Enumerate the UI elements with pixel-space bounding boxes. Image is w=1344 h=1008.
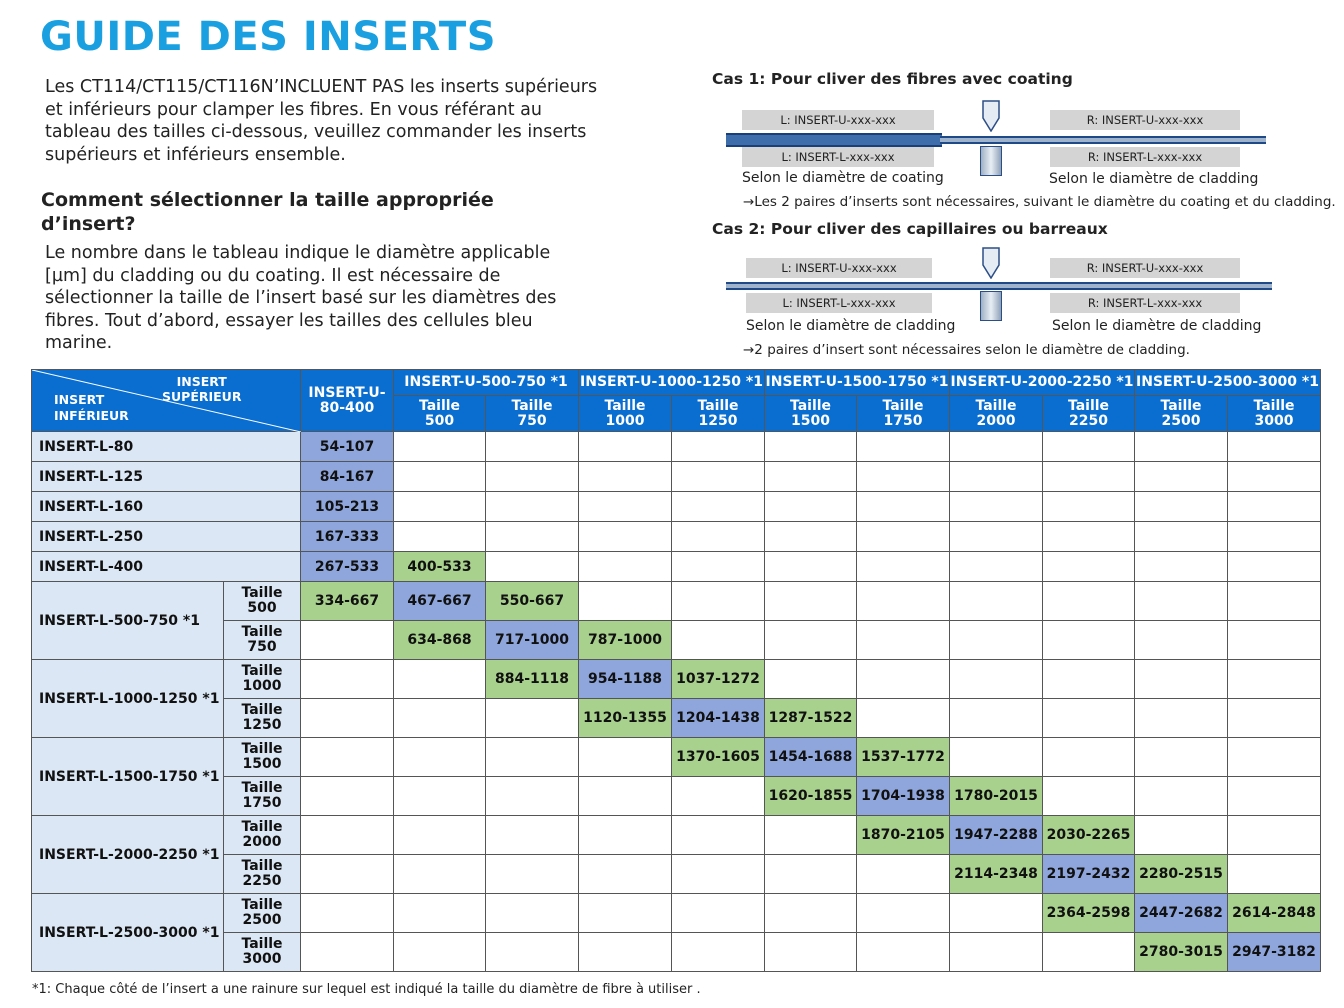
table-cell xyxy=(486,699,579,738)
table-cell xyxy=(394,777,486,816)
table-cell xyxy=(1043,699,1135,738)
case1-left-lower-insert: L: INSERT-L-xxx-xxx xyxy=(742,147,934,167)
table-cell: 1370-1605 xyxy=(672,738,765,777)
description-paragraph: Le nombre dans le tableau indique le diamètre applicable [µm] du cladding ou du coating. Il est nécessaire de sélectionner la taille de l’insert basé sur les diamètres des fibres. Tout d’abord, essayer les tailles des cellules bleu marine. xyxy=(45,243,557,353)
table-cell xyxy=(950,552,1043,582)
table-cell xyxy=(857,621,950,660)
row-label: INSERT-L-250 xyxy=(32,522,301,552)
table-cell xyxy=(394,660,486,699)
table-row xyxy=(32,738,1321,777)
table-cell: 550-667 xyxy=(486,582,579,621)
row-label: INSERT-L-125 xyxy=(32,462,301,492)
table-cell xyxy=(1135,621,1228,660)
table-cell xyxy=(1043,432,1135,462)
table-row xyxy=(32,462,1321,492)
case2-title: Cas 2: Pour cliver des capillaires ou barreaux xyxy=(712,220,1108,238)
table-cell xyxy=(950,492,1043,522)
table-cell xyxy=(1228,432,1321,462)
table-cell xyxy=(1228,699,1321,738)
table-cell xyxy=(672,816,765,855)
row-size-label: Taille 1500 xyxy=(224,738,301,777)
table-cell xyxy=(765,522,857,552)
table-cell xyxy=(394,492,486,522)
case2-left-caption: Selon le diamètre de cladding xyxy=(746,318,956,334)
table-cell xyxy=(950,522,1043,552)
row-size-label: Taille 1750 xyxy=(224,777,301,816)
row-label: INSERT-L-2000-2250 *1 xyxy=(32,816,224,894)
table-cell xyxy=(394,894,486,933)
table-cell xyxy=(1135,462,1228,492)
table-cell xyxy=(857,855,950,894)
case2-right-lower-insert: R: INSERT-L-xxx-xxx xyxy=(1050,293,1240,313)
table-cell xyxy=(672,582,765,621)
table-cell xyxy=(857,660,950,699)
table-cell xyxy=(765,816,857,855)
table-cell xyxy=(579,855,672,894)
header-size: Taille 2000 xyxy=(950,396,1043,432)
table-cell: 2947-3182 xyxy=(1228,933,1321,972)
table-cell: 954-1188 xyxy=(579,660,672,699)
table-cell xyxy=(672,492,765,522)
header-size: Taille 2250 xyxy=(1043,396,1135,432)
table-row xyxy=(32,660,1321,699)
header-size: Taille 3000 xyxy=(1228,396,1321,432)
table-row xyxy=(32,699,1321,738)
case2-capillary-rod xyxy=(726,282,1272,290)
table-cell xyxy=(486,894,579,933)
table-corner-cell xyxy=(32,370,301,432)
table-cell: 2197-2432 xyxy=(1043,855,1135,894)
header-group: INSERT-U-1000-1250 *1 xyxy=(579,370,765,396)
table-cell: 787-1000 xyxy=(579,621,672,660)
table-cell xyxy=(579,432,672,462)
table-cell: 1454-1688 xyxy=(765,738,857,777)
table-cell xyxy=(950,660,1043,699)
table-row xyxy=(32,777,1321,816)
table-cell: 2614-2848 xyxy=(1228,894,1321,933)
header-size: Taille 750 xyxy=(486,396,579,432)
table-cell: 1287-1522 xyxy=(765,699,857,738)
table-cell: 400-533 xyxy=(394,552,486,582)
table-cell xyxy=(301,855,394,894)
table-cell xyxy=(1135,522,1228,552)
table-cell xyxy=(950,738,1043,777)
case1-left-caption: Selon le diamètre de coating xyxy=(742,170,944,186)
table-row xyxy=(32,432,1321,462)
header-group: INSERT-U-2000-2250 *1 xyxy=(950,370,1135,396)
header-size: Taille 1000 xyxy=(579,396,672,432)
table-row xyxy=(32,855,1321,894)
table-cell xyxy=(394,522,486,552)
table-cell xyxy=(1135,738,1228,777)
table-cell xyxy=(950,894,1043,933)
table-cell xyxy=(1228,492,1321,522)
table-cell xyxy=(765,492,857,522)
case2-blade-icon xyxy=(982,247,1000,279)
row-size-label: Taille 2500 xyxy=(224,894,301,933)
header-size: Taille 500 xyxy=(394,396,486,432)
case1-note: →Les 2 paires d’inserts sont nécessaires, suivant le diamètre du coating et du cladding. xyxy=(743,194,1336,210)
table-cell xyxy=(301,894,394,933)
table-cell xyxy=(1228,738,1321,777)
table-cell xyxy=(1043,462,1135,492)
table-cell: 1704-1938 xyxy=(857,777,950,816)
table-cell xyxy=(950,933,1043,972)
table-cell xyxy=(1043,933,1135,972)
table-cell xyxy=(1228,552,1321,582)
table-cell xyxy=(1228,522,1321,552)
table-row xyxy=(32,492,1321,522)
table-cell xyxy=(486,933,579,972)
row-label: INSERT-L-2500-3000 *1 xyxy=(32,894,224,972)
table-cell xyxy=(1228,462,1321,492)
table-cell xyxy=(486,522,579,552)
table-cell xyxy=(1043,582,1135,621)
row-label: INSERT-L-500-750 *1 xyxy=(32,582,224,660)
table-cell xyxy=(950,582,1043,621)
case2-anvil-icon xyxy=(980,291,1002,321)
table-cell xyxy=(1228,855,1321,894)
table-cell xyxy=(301,777,394,816)
table-cell xyxy=(1043,621,1135,660)
table-cell: 2030-2265 xyxy=(1043,816,1135,855)
table-cell: 167-333 xyxy=(301,522,394,552)
intro-paragraph: Les CT114/CT115/CT116N’INCLUENT PAS les inserts supérieurs et inférieurs pour clamper les fibres. En vous référant au tableau des tailles ci-dessous, veuillez commander les inserts supérieurs et inférieurs ensemble. xyxy=(45,77,598,165)
table-row xyxy=(32,933,1321,972)
table-cell: 884-1118 xyxy=(486,660,579,699)
case1-right-lower-insert: R: INSERT-L-xxx-xxx xyxy=(1050,147,1240,167)
table-cell xyxy=(950,462,1043,492)
case1-right-upper-insert: R: INSERT-U-xxx-xxx xyxy=(1050,110,1240,130)
table-cell xyxy=(765,933,857,972)
table-cell xyxy=(394,816,486,855)
table-cell xyxy=(579,738,672,777)
table-cell xyxy=(672,462,765,492)
case1-anvil-icon xyxy=(980,146,1002,176)
header-insert-u-80-400: INSERT-U- 80-400 xyxy=(301,370,394,432)
table-cell xyxy=(1043,660,1135,699)
table-cell xyxy=(1228,660,1321,699)
table-cell: 467-667 xyxy=(394,582,486,621)
table-cell xyxy=(950,432,1043,462)
table-cell xyxy=(486,777,579,816)
header-size: Taille 1750 xyxy=(857,396,950,432)
page-title: GUIDE DES INSERTS xyxy=(40,14,496,60)
table-cell xyxy=(394,855,486,894)
table-cell xyxy=(672,522,765,552)
header-size: Taille 1500 xyxy=(765,396,857,432)
header-size: Taille 1250 xyxy=(672,396,765,432)
table-cell xyxy=(486,738,579,777)
table-cell xyxy=(301,738,394,777)
table-cell xyxy=(1228,621,1321,660)
table-cell xyxy=(301,621,394,660)
table-cell xyxy=(579,894,672,933)
footnote: *1: Chaque côté de l’insert a une rainure sur lequel est indiqué la taille du diamètre de fibre à utiliser . xyxy=(32,982,701,997)
table-cell xyxy=(1043,738,1135,777)
row-label: INSERT-L-80 xyxy=(32,432,301,462)
table-cell: 1780-2015 xyxy=(950,777,1043,816)
table-cell xyxy=(579,522,672,552)
table-cell xyxy=(1043,492,1135,522)
table-cell xyxy=(1135,777,1228,816)
table-cell xyxy=(765,432,857,462)
table-cell xyxy=(301,933,394,972)
table-row xyxy=(32,621,1321,660)
case2-right-caption: Selon le diamètre de cladding xyxy=(1052,318,1262,334)
table-cell: 334-667 xyxy=(301,582,394,621)
table-cell xyxy=(394,432,486,462)
table-cell xyxy=(950,621,1043,660)
table-cell xyxy=(579,552,672,582)
table-cell xyxy=(765,621,857,660)
table-cell xyxy=(857,894,950,933)
table-cell xyxy=(394,699,486,738)
row-size-label: Taille 1000 xyxy=(224,660,301,699)
table-row xyxy=(32,816,1321,855)
table-cell xyxy=(301,660,394,699)
table-cell: 1620-1855 xyxy=(765,777,857,816)
table-cell: 2280-2515 xyxy=(1135,855,1228,894)
table-cell xyxy=(1135,582,1228,621)
table-cell xyxy=(579,777,672,816)
table-cell xyxy=(1135,816,1228,855)
case1-bare-fiber xyxy=(940,136,1266,144)
table-cell xyxy=(765,582,857,621)
header-group: INSERT-U-2500-3000 *1 xyxy=(1135,370,1321,396)
table-cell: 2114-2348 xyxy=(950,855,1043,894)
row-size-label: Taille 1250 xyxy=(224,699,301,738)
case2-right-upper-insert: R: INSERT-U-xxx-xxx xyxy=(1050,258,1240,278)
table-cell: 634-868 xyxy=(394,621,486,660)
table-cell xyxy=(1135,432,1228,462)
table-cell xyxy=(1135,492,1228,522)
table-cell: 717-1000 xyxy=(486,621,579,660)
case1-coated-fiber xyxy=(726,133,942,147)
case1-right-caption: Selon le diamètre de cladding xyxy=(1049,171,1259,187)
table-cell xyxy=(950,699,1043,738)
table-cell xyxy=(672,855,765,894)
table-cell: 84-167 xyxy=(301,462,394,492)
table-cell: 267-533 xyxy=(301,552,394,582)
table-cell xyxy=(857,462,950,492)
table-cell xyxy=(579,492,672,522)
case2-left-lower-insert: L: INSERT-L-xxx-xxx xyxy=(746,293,932,313)
row-size-label: Taille 2250 xyxy=(224,855,301,894)
table-cell xyxy=(1228,816,1321,855)
row-label: INSERT-L-400 xyxy=(32,552,301,582)
table-cell xyxy=(1043,552,1135,582)
insert-compatibility-table xyxy=(31,369,1321,972)
table-cell xyxy=(857,933,950,972)
table-cell xyxy=(857,699,950,738)
table-cell: 105-213 xyxy=(301,492,394,522)
table-cell xyxy=(1228,582,1321,621)
table-cell xyxy=(765,894,857,933)
table-row xyxy=(32,894,1321,933)
table-row xyxy=(32,522,1321,552)
table-cell xyxy=(857,582,950,621)
table-cell: 2780-3015 xyxy=(1135,933,1228,972)
row-label: INSERT-L-160 xyxy=(32,492,301,522)
table-cell: 1204-1438 xyxy=(672,699,765,738)
table-cell xyxy=(672,933,765,972)
table-cell xyxy=(765,552,857,582)
table-cell: 2447-2682 xyxy=(1135,894,1228,933)
section-heading: Comment sélectionner la taille appropriée d’insert? xyxy=(41,189,494,235)
corner-lower-label: INSERT INFÉRIEUR xyxy=(54,392,129,423)
row-size-label: Taille 3000 xyxy=(224,933,301,972)
table-cell xyxy=(394,933,486,972)
table-cell xyxy=(765,855,857,894)
table-cell xyxy=(1135,660,1228,699)
header-group: INSERT-U-1500-1750 *1 xyxy=(765,370,950,396)
table-cell xyxy=(857,552,950,582)
table-cell xyxy=(486,492,579,522)
header-size: Taille 2500 xyxy=(1135,396,1228,432)
table-cell xyxy=(672,552,765,582)
table-cell xyxy=(579,933,672,972)
table-cell xyxy=(1043,777,1135,816)
table-cell xyxy=(672,621,765,660)
table-cell xyxy=(1228,777,1321,816)
case2-note: →2 paires d’insert sont nécessaires selon le diamètre de cladding. xyxy=(743,342,1190,358)
table-cell xyxy=(765,462,857,492)
case1-blade-icon xyxy=(982,100,1000,132)
table-cell xyxy=(579,582,672,621)
table-cell xyxy=(301,816,394,855)
case1-title: Cas 1: Pour cliver des fibres avec coating xyxy=(712,70,1073,88)
case1-left-upper-insert: L: INSERT-U-xxx-xxx xyxy=(742,110,934,130)
table-cell: 1537-1772 xyxy=(857,738,950,777)
table-cell xyxy=(486,855,579,894)
table-cell: 1947-2288 xyxy=(950,816,1043,855)
row-size-label: Taille 500 xyxy=(224,582,301,621)
table-cell xyxy=(672,894,765,933)
table-cell xyxy=(672,432,765,462)
table-cell xyxy=(394,462,486,492)
table-cell: 54-107 xyxy=(301,432,394,462)
table-row xyxy=(32,552,1321,582)
table-cell xyxy=(579,816,672,855)
corner-upper-label: INSERT SUPÉRIEUR xyxy=(162,374,242,404)
case2-left-upper-insert: L: INSERT-U-xxx-xxx xyxy=(746,258,932,278)
header-group: INSERT-U-500-750 *1 xyxy=(394,370,579,396)
table-cell xyxy=(1135,699,1228,738)
table-cell xyxy=(486,462,579,492)
table-cell xyxy=(394,738,486,777)
table-cell xyxy=(486,552,579,582)
table-cell xyxy=(857,492,950,522)
table-cell xyxy=(301,699,394,738)
table-cell xyxy=(857,432,950,462)
table-cell: 1120-1355 xyxy=(579,699,672,738)
row-label: INSERT-L-1500-1750 *1 xyxy=(32,738,224,816)
table-cell xyxy=(672,777,765,816)
table-cell: 1870-2105 xyxy=(857,816,950,855)
table-cell xyxy=(765,660,857,699)
table-cell xyxy=(1135,552,1228,582)
table-cell: 2364-2598 xyxy=(1043,894,1135,933)
table-cell: 1037-1272 xyxy=(672,660,765,699)
table-cell xyxy=(579,462,672,492)
table-cell xyxy=(857,522,950,552)
table-row xyxy=(32,582,1321,621)
table-header-row xyxy=(32,370,1321,396)
table-cell xyxy=(486,432,579,462)
row-size-label: Taille 2000 xyxy=(224,816,301,855)
row-size-label: Taille 750 xyxy=(224,621,301,660)
row-label: INSERT-L-1000-1250 *1 xyxy=(32,660,224,738)
table-cell xyxy=(1043,522,1135,552)
table-cell xyxy=(486,816,579,855)
